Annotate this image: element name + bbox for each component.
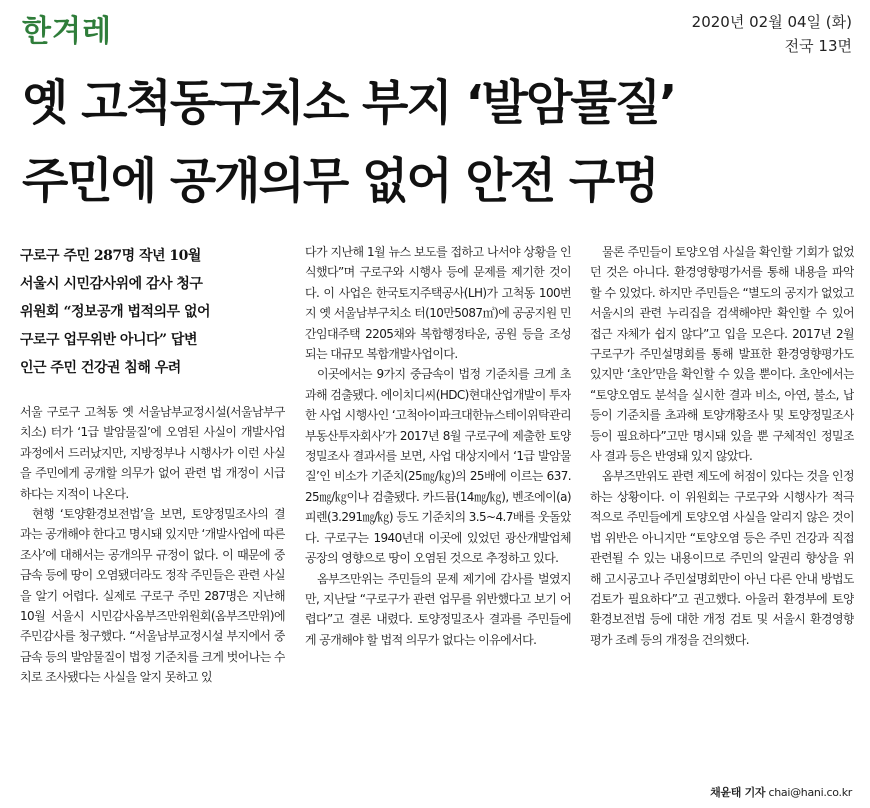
body-paragraph: 옴부즈만위는 주민들의 문제 제기에 감사를 벌였지만, 지난달 “구로구가 관련 업무를 위반했다고 보기 어렵다”고 결론 내렸다. 토양정밀조사 결과를 주민들에게 공개해야 할 법적 의무가 없다는 이유에서다. [305, 571, 571, 647]
body-paragraph: 서울 구로구 고척동 옛 서울남부교정시설(서울남부구치소) 터가 ‘1급 발암물질’에 오염된 사실이 개발사업 과정에서 드러났지만, 지방정부나 시행사가 이런 사실을 주민에게 공개할 의무가 없어 관련 법 개정이 시급하다는 지적이 나온다. [20, 405, 285, 501]
subheadline-line: 구로구 업무위반 아니다” 답변 [20, 332, 197, 348]
publication-date: 2020년 02월 04일 (화) [691, 13, 852, 31]
subheadline-line: 구로구 주민 287명 작년 10월 [20, 248, 201, 264]
subheadline-line: 서울시 시민감사위에 감사 청구 [20, 276, 203, 292]
body-paragraph: 옴부즈만위도 관련 제도에 허점이 있다는 것을 인정하는 상황이다. 이 위원회는 구로구와 시행사가 적극적으로 주민들에게 토양오염 사실을 알리지 않은 것이 법 위반은 아니지만 “토양오염 등은 주민 건강과 직접 관련될 수 있는 내용이므로 주민의 알권리 향상을 위해 고시공고나 주민설명회만이 아닌 다른 안내 방법도 검토가 필요하다”고 권고했다. 아울러 환경부에 토양환경보전법 등에 대한 개정 검토 및 서울시 환경영향평가 조례 등의 개정을 건의했다. [590, 469, 854, 647]
reporter-email: chai@hani.co.kr [768, 786, 852, 799]
body-paragraph: 이곳에서는 9가지 중금속이 법정 기준치를 크게 초과해 검출됐다. 에이치디씨(HDC)현대산업개발이 투자한 사업 시행사인 ‘고척아이파크대한뉴스테이위탁관리부동산투자회사’가 2017년 8월 구로구에 제출한 토양정밀조사 결과서를 보면, 사업 대상지에서 ‘1급 발암물질’인 비소가 기준치(25㎎/㎏)의 25배에 이르는 637.25㎎/㎏이나 검출됐다. 카드뮴(14㎎/㎏), 벤조에이(a)피렌(3.291㎎/㎏) 등도 기준치의 3.5~4.7배를 웃돌았다. 구로구는 1940년대 이곳에 있었던 광산개발업체 공장의 영향으로 땅이 오염된 것으로 추정하고 있다. [305, 367, 571, 566]
subheadline [20, 242, 285, 382]
body-paragraph: 현행 ‘토양환경보전법’을 보면, 토양정밀조사의 결과는 공개해야 한다고 명시돼 있지만 ‘개발사업에 따른 조사’에 대해서는 공개의무 규정이 없다. 이 때문에 중금속 등에 땅이 오염됐더라도 정작 주민들은 관련 사실을 알기 어렵다. 실제로 구로구 주민 287명은 지난해 10월 서울시 시민감사옴부즈만위원회(옴부즈만위)에 주민감사를 청구했다. “서울남부교정시설 부지에서 중금속 등의 발암물질이 법정 기준치를 크게 벗어나는 수치로 조사됐다는 사실을 알지 못하고 있 [20, 507, 285, 685]
article-column-3 [590, 242, 854, 792]
headline-line-2: 주민에 공개의무 없어 안전 구멍 [22, 153, 658, 209]
body-paragraph: 물론 주민들이 토양오염 사실을 확인할 기회가 없었던 것은 아니다. 환경영향평가서를 통해 내용을 파악할 수 있었다. 하지만 주민들은 “별도의 공지가 없었고 서울시의 관련 누리집을 검색해야만 확인할 수 있어 접근 자체가 쉽지 않다”고 입을 모은다. 2017년 2월 구로구가 주민설명회를 통해 발표한 환경영향평가도 있지만 ‘초안’만을 확인할 수 있을 뿐이다. 초안에서는 “토양오염도 분석을 실시한 결과 비소, 아연, 불소, 납 등이 기준치를 초과해 토양개황조사 및 토양정밀조사 등이 필요하다”고만 명시돼 있을 뿐 구체적인 정밀조사 결과 등은 반영돼 있지 않았다. [590, 245, 854, 464]
body-paragraph: 다가 지난해 1월 뉴스 보도를 접하고 나서야 상황을 인식했다”며 구로구와 시행사 등에 문제를 제기한 것이다. 이 사업은 한국토지주택공사(LH)가 고척동 100번지 옛 서울남부구치소 터(10만5087㎡)에 공공지원 민간임대주택 2205채와 복합행정타운, 공원 등을 조성되는 대규모 복합개발사업이다. [305, 245, 571, 362]
byline [710, 784, 852, 800]
headline [22, 64, 852, 220]
reporter-name: 채윤태 기자 [710, 786, 766, 799]
subheadline-line: 위원회 “정보공개 법적의무 없어 [20, 304, 210, 320]
subheadline-line: 인근 주민 건강권 침해 우려 [20, 360, 181, 376]
masthead-logo: 한겨레 [22, 14, 112, 49]
article-column-1 [20, 242, 285, 792]
headline-line-1: 옛 고척동구치소 부지 ‘발암물질’ [22, 75, 676, 131]
article-column-2 [305, 242, 571, 792]
edition-page: 전국 13면 [784, 37, 852, 55]
dateline [692, 10, 852, 58]
